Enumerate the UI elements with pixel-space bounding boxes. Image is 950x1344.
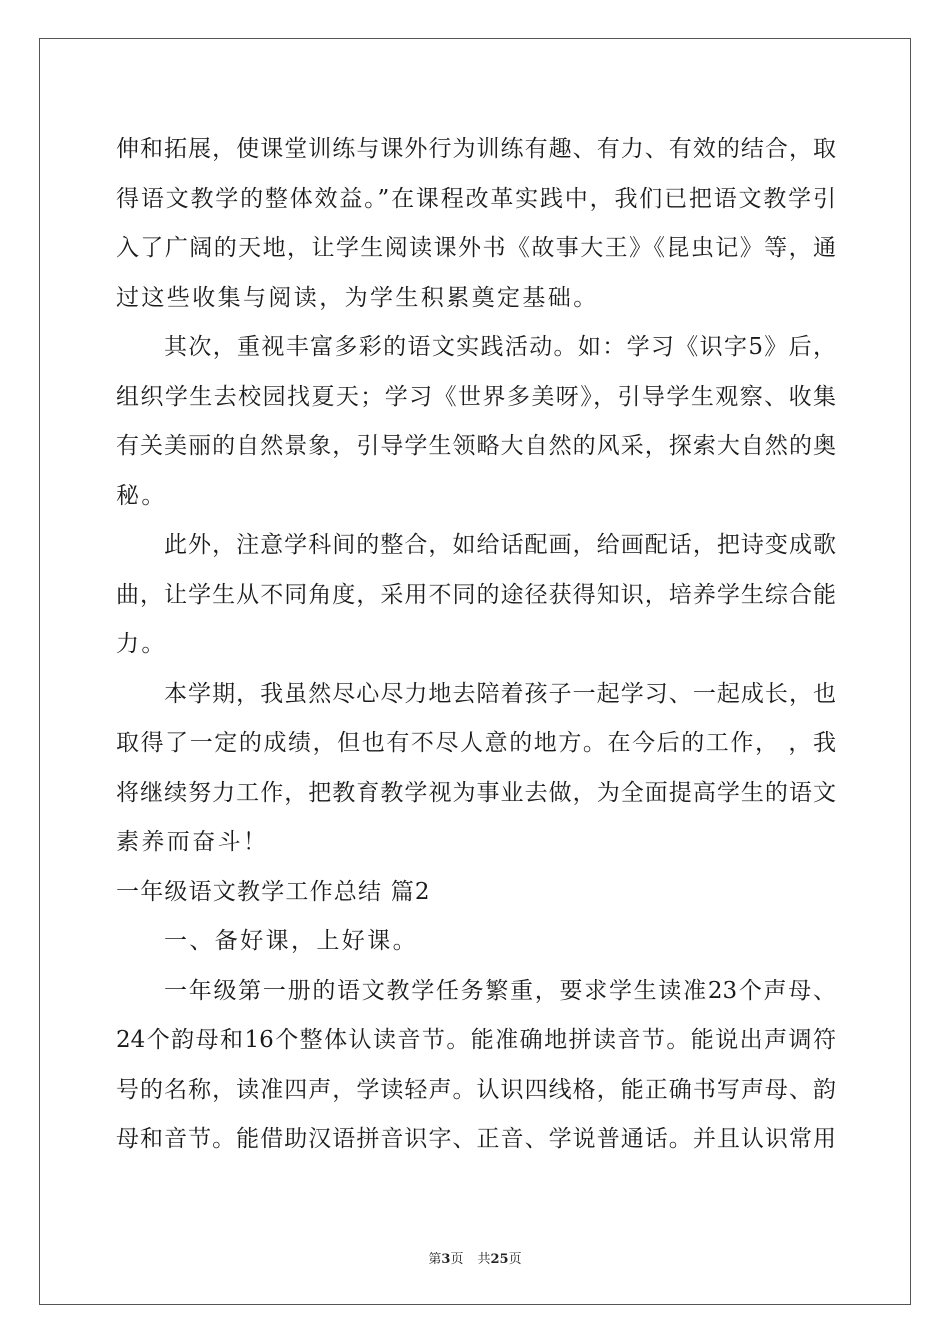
text-line: 本学期，我虽然尽心尽力地去陪着孩子一起学习、一起成长，也 (164, 680, 836, 707)
text-line: 过这些收集与阅读，为学生积累奠定基础。 (116, 284, 599, 311)
footer-total-suffix: 页 (508, 1252, 522, 1267)
text-line: 号的名称，读准四声，学读轻声。认识四线格，能正确书写声母、韵 (116, 1076, 836, 1103)
text-line: 得语文教学的整体效益。”在课程改革实践中，我们已把语文教学引 (116, 185, 836, 212)
document-body (116, 125, 836, 1165)
text-line: 将继续努力工作，把教育教学视为事业去做，为全面提高学生的语文 (116, 779, 836, 806)
text-line: 一年级第一册的语文教学任务繁重，要求学生读准23个声母、 (164, 977, 836, 1004)
page-footer (0, 1248, 950, 1267)
text-line: 母和音节。能借助汉语拼音识字、正音、学说普通话。并且认识常用 (116, 1126, 836, 1152)
footer-page-suffix: 页 (450, 1252, 464, 1267)
text-line: 此外，注意学科间的整合，如给话配画，给画配话，把诗变成歌 (164, 532, 836, 558)
text-line: 24个韵母和16个整体认读音节。能准确地拼读音节。能说出声调符 (116, 1027, 836, 1053)
footer-current-page: 3 (441, 1252, 451, 1267)
text-line: 入了广阔的天地，让学生阅读课外书《故事大王》《昆虫记》等，通 (116, 235, 836, 261)
footer-total-pages: 25 (490, 1252, 509, 1267)
text-line: 伸和拓展，使课堂训练与课外行为训练有趣、有力、有效的结合，取 (116, 136, 836, 162)
section-heading: 一年级语文教学工作总结 篇2 (116, 878, 431, 905)
footer-page-prefix: 第 (428, 1252, 442, 1267)
text-line: 力。 (116, 631, 167, 657)
text-line: 秘。 (116, 482, 167, 509)
text-line: 有关美丽的自然景象，引导学生领略大自然的风采，探索大自然的奥 (116, 433, 836, 459)
text-line: 其次，重视丰富多彩的语文实践活动。如：学习《识字5》后， (164, 334, 836, 360)
footer-total-prefix: 共 (477, 1252, 491, 1267)
text-line: 组织学生去校园找夏天；学习《世界多美呀》，引导学生观察、收集 (116, 383, 836, 410)
text-line: 取得了一定的成绩，但也有不尽人意的地方。在今后的工作， ，我 (116, 730, 836, 756)
text-line: 素养而奋斗！ (116, 829, 269, 855)
text-line: 曲，让学生从不同角度，采用不同的途径获得知识，培养学生综合能 (116, 581, 836, 608)
text-line: 一、备好课，上好课。 (164, 928, 418, 954)
